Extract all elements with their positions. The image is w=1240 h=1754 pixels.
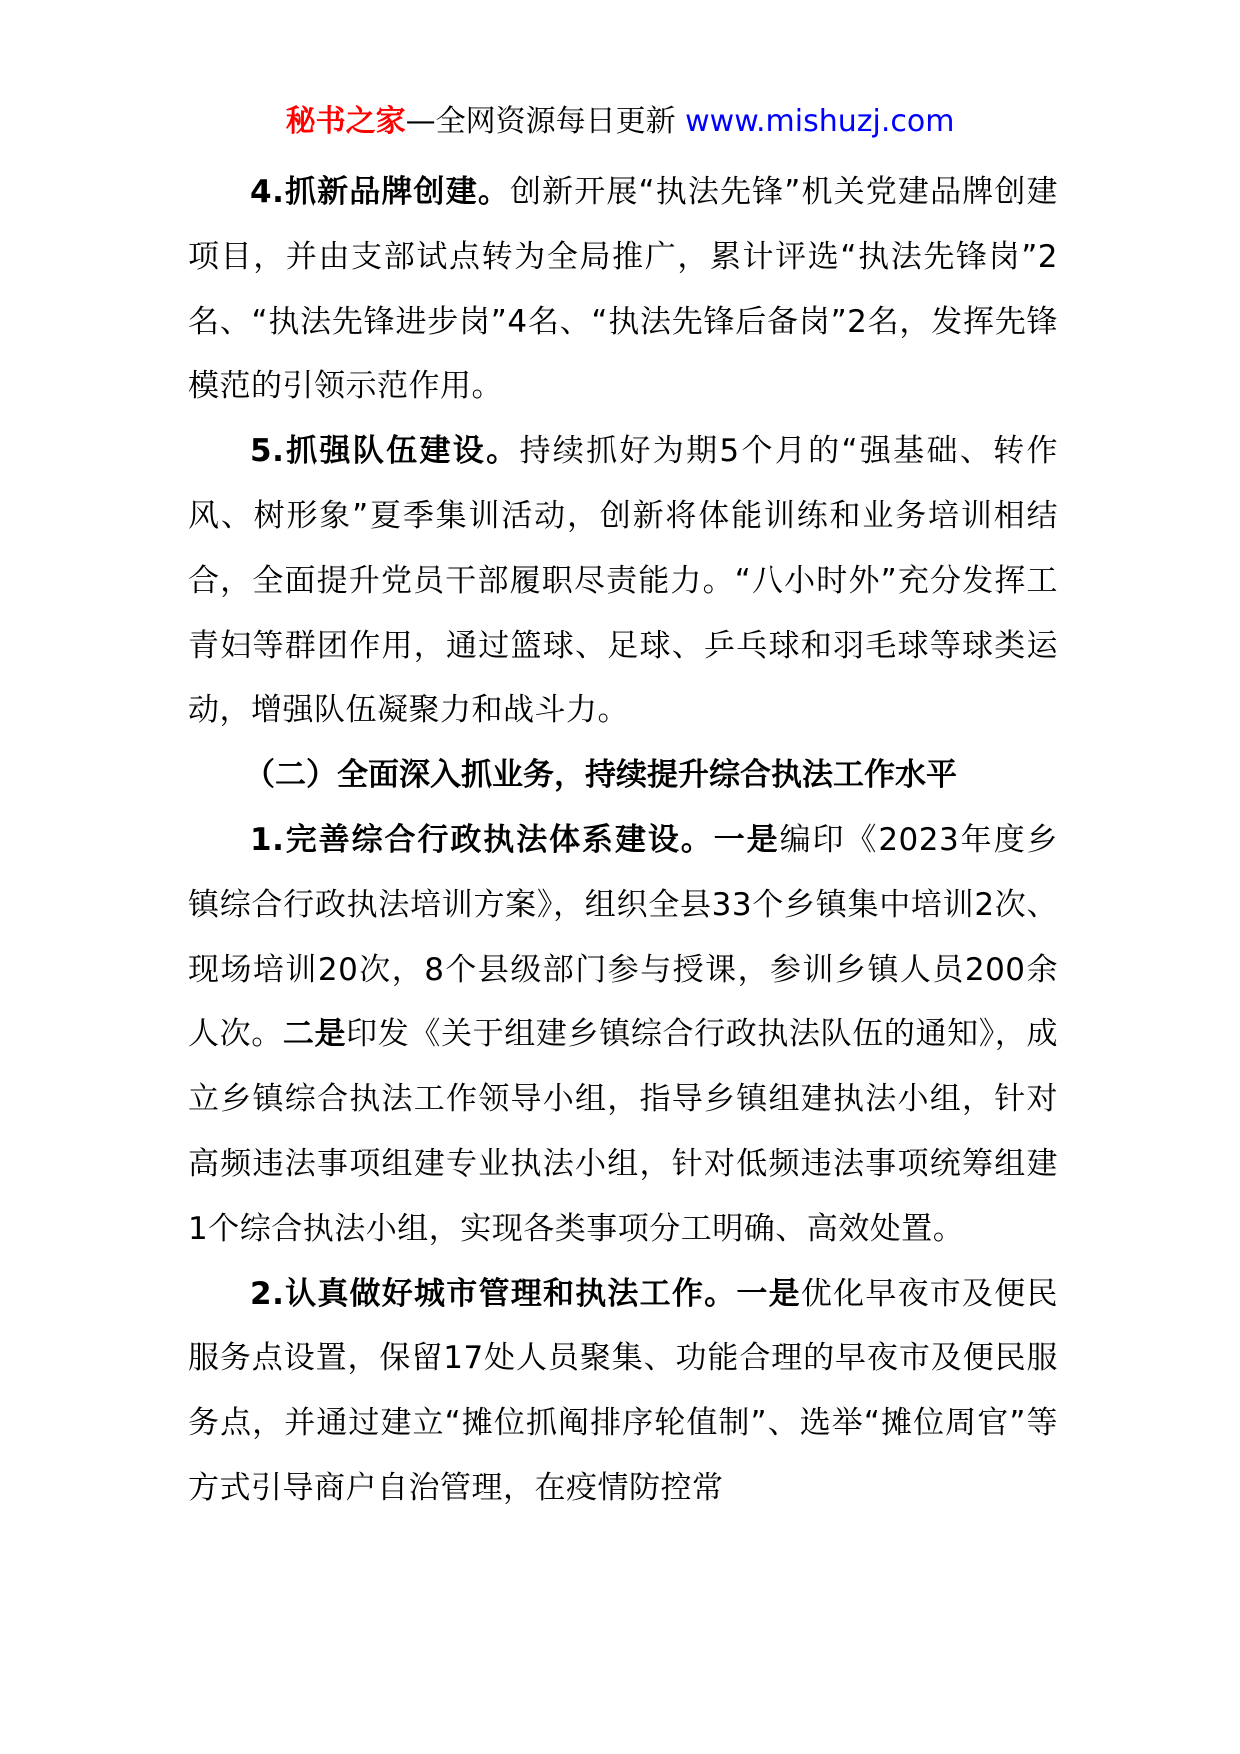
- site-url: www.mishuzj.com: [685, 104, 955, 139]
- paragraph-title: 5.抓强队伍建设。: [250, 433, 520, 470]
- paragraph-text: 持续抓好为期5个月的“强基础、转作风、树形象”夏季集训活动，创新将体能训练和业务培训相结合，全面提升党员干部履职尽责能力。“八小时外”充分发挥工青妇等群团作用，通过篮球、足球、乒乓球和羽毛球等球类运动，增强队伍凝聚力和战斗力。: [188, 433, 1058, 729]
- paragraph-text: 编印《2023年度乡镇综合行政执法培训方案》，组织全县33个乡镇集中培训2次、现场培训20次，8个县级部门参与授课，参训乡镇人员200余人次。: [188, 821, 1058, 1053]
- point-marker: 二是: [282, 1016, 347, 1053]
- site-tagline: —全网资源每日更新: [405, 104, 686, 139]
- site-brand: 秘书之家: [285, 104, 406, 139]
- site-watermark-header: [0, 100, 1240, 144]
- paragraph-title: 4.抓新品牌创建。: [250, 174, 510, 210]
- paragraph-text: 印发《关于组建乡镇综合行政执法队伍的通知》，成立乡镇综合执法工作领导小组，指导乡镇组建执法小组，针对高频违法事项组建专业执法小组，针对低频违法事项统筹组建1个综合执法小组，实现各类事项分工明确、高效处置。: [188, 1016, 1059, 1247]
- point-marker: 一是: [736, 1275, 801, 1312]
- point-marker: 一是: [713, 821, 780, 858]
- paragraph-text: 创新开展“执法先锋”机关党建品牌创建项目，并由支部试点转为全局推广，累计评选“执法先锋岗”2名、“执法先锋进步岗”4名、“执法先锋后备岗”2名，发挥先锋模范的引领示范作用。: [188, 174, 1058, 405]
- paragraph-title: 2.认真做好城市管理和执法工作。: [250, 1275, 737, 1312]
- paragraph-city-management: [188, 1262, 1058, 1521]
- paragraph-brand-building: [188, 160, 1058, 419]
- document-body: [188, 160, 1058, 1521]
- paragraph-enforcement-system: [188, 808, 1058, 1262]
- section-heading: （二）全面深入抓业务，持续提升综合执法工作水平: [244, 757, 957, 794]
- paragraph-text: 优化早夜市及便民服务点设置，保留17处人员聚集、功能合理的早夜市及便民服务点，并通过建立“摊位抓阄排序轮值制”、选举“摊位周官”等方式引导商户自治管理，在疫情防控常: [188, 1275, 1059, 1506]
- paragraph-team-building: [188, 419, 1058, 743]
- paragraph-title: 1.完善综合行政执法体系建设。: [250, 821, 714, 858]
